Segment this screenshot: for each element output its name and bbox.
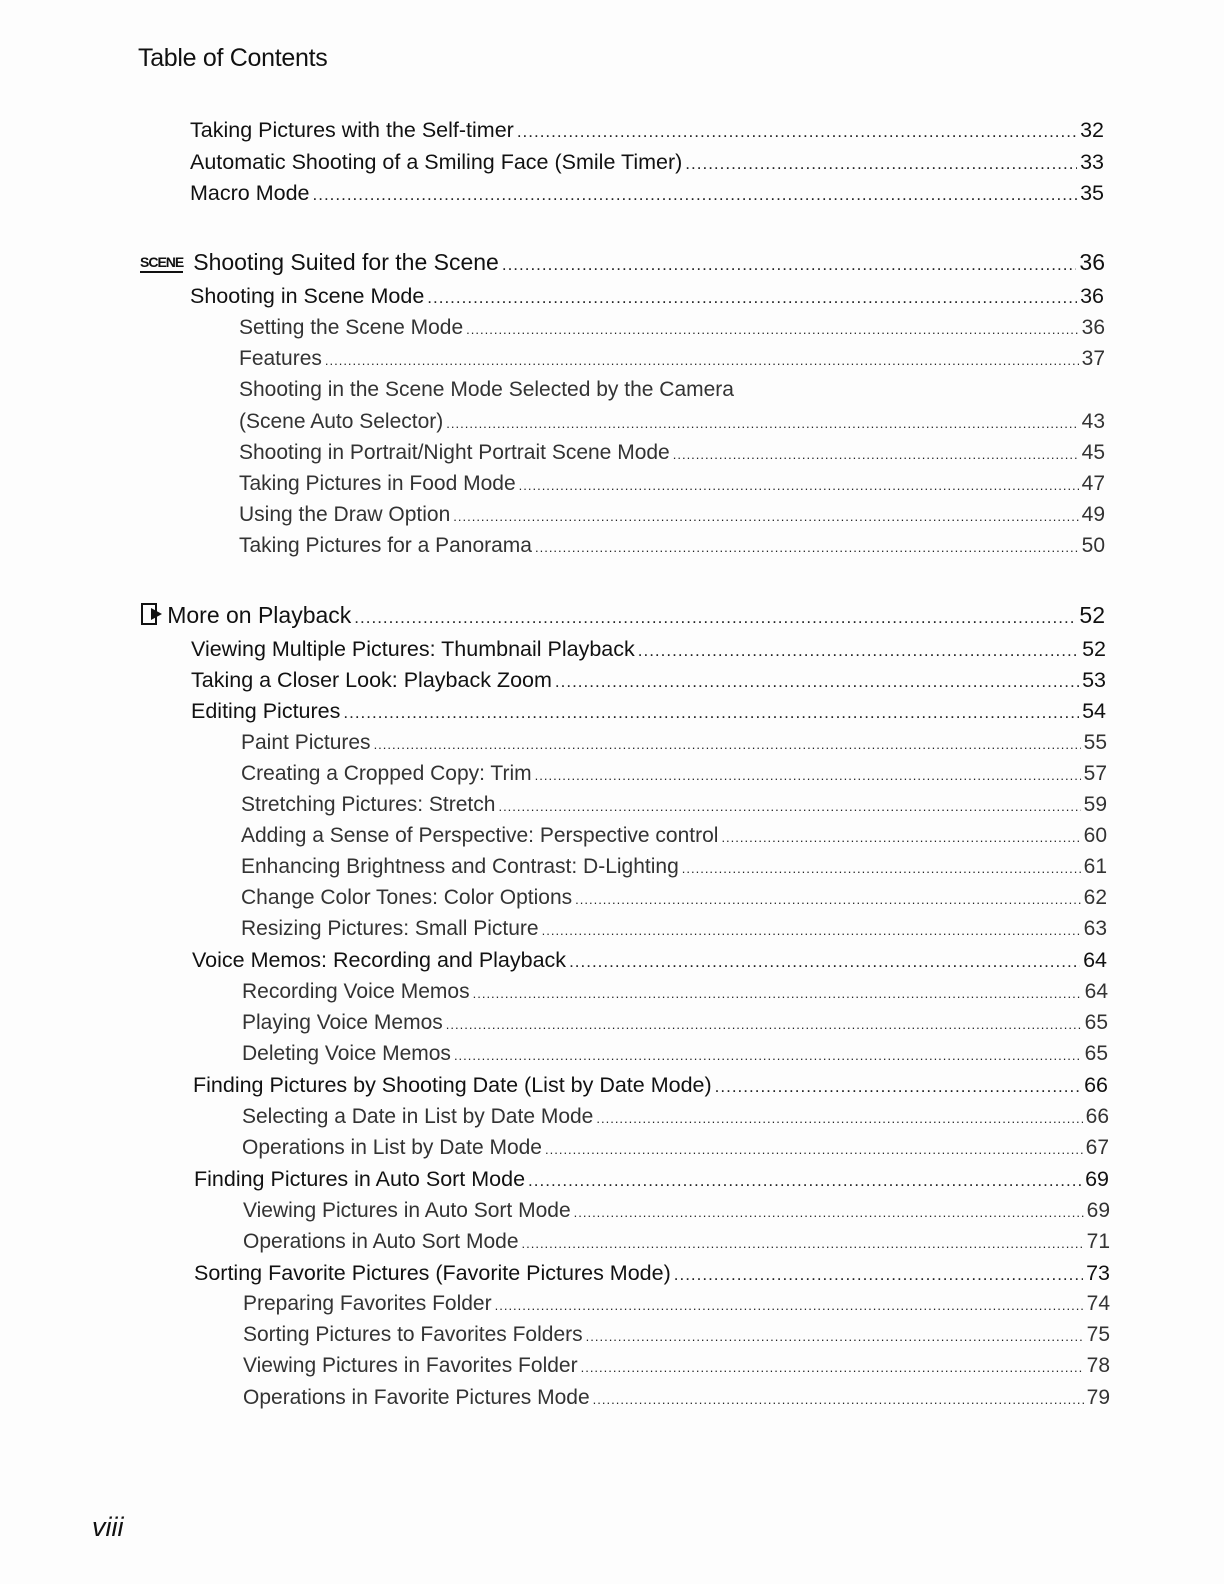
toc-subentry-title: Selecting a Date in List by Date Mode bbox=[242, 1105, 594, 1128]
toc-entry-title: Shooting in Scene Mode bbox=[190, 284, 425, 308]
toc-subentry-page: 67 bbox=[1085, 1136, 1109, 1159]
toc-subentry[interactable] bbox=[243, 1292, 1110, 1316]
toc-entry-title: Automatic Shooting of a Smiling Face (Smile Timer) bbox=[190, 150, 683, 174]
toc-entry[interactable] bbox=[194, 1167, 1109, 1192]
toc-subentry-page: 65 bbox=[1084, 1011, 1108, 1034]
toc-entry-page: 53 bbox=[1082, 668, 1106, 692]
dot-leader bbox=[498, 799, 1080, 814]
toc-subentry[interactable] bbox=[239, 347, 1105, 371]
toc-subentry[interactable] bbox=[242, 980, 1108, 1004]
toc-subentry[interactable] bbox=[241, 762, 1107, 786]
toc-subentry[interactable] bbox=[243, 1354, 1110, 1378]
toc-entry[interactable] bbox=[190, 181, 1104, 206]
toc-entry-page: 54 bbox=[1082, 699, 1106, 723]
toc-subentry-title: Setting the Scene Mode bbox=[239, 316, 464, 339]
dot-leader bbox=[586, 1329, 1084, 1344]
toc-chapter-playback[interactable] bbox=[141, 601, 1105, 629]
toc-entry-page: 32 bbox=[1080, 118, 1104, 142]
toc-subentry-title: Preparing Favorites Folder bbox=[243, 1292, 492, 1315]
toc-subentry-page: 47 bbox=[1081, 472, 1105, 495]
dot-leader bbox=[495, 1298, 1084, 1313]
toc-chapter-scene[interactable] bbox=[140, 249, 1105, 276]
toc-subentry-title: Viewing Pictures in Favorites Folder bbox=[243, 1354, 578, 1377]
toc-subentry-page: 45 bbox=[1081, 441, 1105, 464]
toc-subentry[interactable] bbox=[239, 316, 1105, 340]
toc-entry-title: Voice Memos: Recording and Playback bbox=[192, 948, 567, 972]
toc-subentry-title: Taking Pictures for a Panorama bbox=[239, 534, 532, 557]
toc-subentry-page: 60 bbox=[1083, 824, 1107, 847]
toc-subentry[interactable] bbox=[241, 793, 1107, 817]
toc-subentry-page: 37 bbox=[1081, 347, 1105, 370]
scene-icon: SCENE bbox=[140, 255, 183, 273]
toc-subentry[interactable] bbox=[242, 1136, 1109, 1160]
toc-entry-title: Macro Mode bbox=[190, 181, 310, 205]
toc-subentry[interactable] bbox=[239, 441, 1105, 465]
toc-subentry[interactable] bbox=[241, 886, 1107, 910]
toc-subentry-page: 65 bbox=[1084, 1042, 1108, 1065]
dot-leader bbox=[522, 1236, 1084, 1251]
toc-entry[interactable] bbox=[190, 284, 1104, 309]
toc-subentry[interactable] bbox=[243, 1323, 1110, 1347]
toc-subentry-page: 71 bbox=[1086, 1230, 1110, 1253]
toc-subentry-page: 79 bbox=[1086, 1386, 1110, 1409]
dot-leader bbox=[528, 1171, 1082, 1191]
toc-subentry-title: Playing Voice Memos bbox=[242, 1011, 443, 1034]
toc-subentry[interactable] bbox=[239, 410, 1105, 434]
dot-leader bbox=[674, 1265, 1083, 1285]
toc-entry-page: 52 bbox=[1082, 637, 1106, 661]
toc-entry-title: Finding Pictures by Shooting Date (List by Date Mode) bbox=[193, 1073, 712, 1097]
dot-leader bbox=[446, 416, 1078, 431]
dot-leader bbox=[454, 1048, 1082, 1063]
toc-subentry[interactable] bbox=[243, 1230, 1110, 1254]
toc-subentry-page: 55 bbox=[1083, 731, 1107, 754]
toc-subentry-title: (Scene Auto Selector) bbox=[239, 410, 444, 433]
toc-entry-title: Viewing Multiple Pictures: Thumbnail Playback bbox=[191, 637, 635, 661]
dot-leader bbox=[473, 986, 1082, 1001]
toc-chapter-page: 36 bbox=[1079, 249, 1105, 275]
toc-subentry[interactable] bbox=[239, 503, 1105, 527]
dot-leader bbox=[638, 641, 1079, 661]
toc-entry-title: Sorting Favorite Pictures (Favorite Pictures Mode) bbox=[194, 1261, 671, 1285]
dot-leader bbox=[427, 288, 1077, 308]
dot-leader bbox=[673, 447, 1079, 462]
toc-subentry-page: 64 bbox=[1084, 980, 1108, 1003]
toc-entry[interactable] bbox=[190, 118, 1104, 143]
toc-subentry-title-line1[interactable]: Shooting in the Scene Mode Selected by the Camera bbox=[239, 378, 734, 401]
dot-leader bbox=[466, 322, 1078, 337]
toc-subentry[interactable] bbox=[243, 1199, 1110, 1223]
toc-subentry-title: Features bbox=[239, 347, 322, 370]
toc-subentry-title: Sorting Pictures to Favorites Folders bbox=[243, 1323, 583, 1346]
toc-subentry-page: 59 bbox=[1083, 793, 1107, 816]
toc-chapter-page: 52 bbox=[1079, 602, 1105, 628]
toc-subentry[interactable] bbox=[239, 534, 1105, 558]
toc-subentry-page: 75 bbox=[1086, 1323, 1110, 1346]
toc-entry[interactable] bbox=[191, 637, 1106, 662]
toc-subentry-title: Change Color Tones: Color Options bbox=[241, 886, 573, 909]
toc-subentry-title: Resizing Pictures: Small Picture bbox=[241, 917, 539, 940]
toc-entry-page: 33 bbox=[1080, 150, 1104, 174]
toc-subentry-page: 62 bbox=[1083, 886, 1107, 909]
dot-leader bbox=[682, 861, 1081, 876]
page-number: viii bbox=[92, 1512, 124, 1542]
dot-leader bbox=[593, 1392, 1084, 1407]
dot-leader bbox=[721, 830, 1080, 845]
dot-leader bbox=[535, 540, 1079, 555]
toc-subentry[interactable] bbox=[241, 855, 1107, 879]
dot-leader bbox=[715, 1077, 1081, 1097]
dot-leader bbox=[453, 509, 1078, 524]
toc-entry[interactable] bbox=[191, 668, 1106, 693]
toc-entry[interactable] bbox=[193, 1073, 1108, 1098]
dot-leader bbox=[581, 1360, 1084, 1375]
toc-subentry-title: Recording Voice Memos bbox=[242, 980, 470, 1003]
toc-subentry-title: Paint Pictures bbox=[241, 731, 371, 754]
toc-chapter-title: More on Playback bbox=[167, 602, 352, 628]
toc-subentry[interactable] bbox=[242, 1105, 1109, 1129]
toc-entry-title: Taking a Closer Look: Playback Zoom bbox=[191, 668, 552, 692]
toc-subentry[interactable] bbox=[243, 1386, 1110, 1410]
page-header-title: Table of Contents bbox=[138, 44, 328, 72]
dot-leader bbox=[374, 737, 1081, 752]
toc-chapter-title: Shooting Suited for the Scene bbox=[193, 249, 499, 275]
dot-leader bbox=[517, 122, 1077, 142]
toc-subentry-page: 66 bbox=[1085, 1105, 1109, 1128]
toc-subentry-title: Using the Draw Option bbox=[239, 503, 451, 526]
toc-entry-page: 35 bbox=[1080, 181, 1104, 205]
dot-leader bbox=[446, 1017, 1082, 1032]
toc-entry-title: Taking Pictures with the Self-timer bbox=[190, 118, 514, 142]
toc-subentry-page: 61 bbox=[1083, 855, 1107, 878]
dot-leader bbox=[569, 952, 1080, 972]
toc-entry-title: Editing Pictures bbox=[191, 699, 341, 723]
toc-subentry[interactable] bbox=[241, 917, 1107, 941]
dot-leader bbox=[542, 923, 1081, 938]
dot-leader bbox=[502, 255, 1077, 275]
dot-leader bbox=[574, 1205, 1084, 1220]
toc-subentry-page: 63 bbox=[1083, 917, 1107, 940]
toc-subentry-page: 57 bbox=[1083, 762, 1107, 785]
toc-subentry-title: Stretching Pictures: Stretch bbox=[241, 793, 496, 816]
toc-subentry-title: Taking Pictures in Food Mode bbox=[239, 472, 516, 495]
toc-subentry-title: Adding a Sense of Perspective: Perspective control bbox=[241, 824, 719, 847]
dot-leader bbox=[535, 768, 1081, 783]
dot-leader bbox=[313, 185, 1078, 205]
toc-subentry-page: 43 bbox=[1081, 410, 1105, 433]
toc-entry-page: 36 bbox=[1080, 284, 1104, 308]
dot-leader bbox=[555, 672, 1079, 692]
toc-entry-page: 66 bbox=[1084, 1073, 1108, 1097]
dot-leader bbox=[575, 892, 1081, 907]
toc-entry[interactable] bbox=[190, 150, 1104, 175]
toc-subentry-title: Enhancing Brightness and Contrast: D-Lighting bbox=[241, 855, 679, 878]
dot-leader bbox=[685, 154, 1077, 174]
toc-entry-page: 64 bbox=[1083, 948, 1107, 972]
toc-entry[interactable] bbox=[192, 948, 1107, 973]
toc-subentry-page: 50 bbox=[1081, 534, 1105, 557]
dot-leader bbox=[596, 1111, 1082, 1126]
playback-icon bbox=[141, 603, 157, 625]
toc-subentry-page: 74 bbox=[1086, 1292, 1110, 1315]
toc-entry[interactable] bbox=[194, 1261, 1110, 1286]
toc-subentry[interactable] bbox=[241, 824, 1107, 848]
toc-subentry[interactable] bbox=[242, 1011, 1108, 1035]
dot-leader bbox=[354, 608, 1076, 628]
toc-subentry-title: Operations in List by Date Mode bbox=[242, 1136, 542, 1159]
toc-subentry-title: Shooting in Portrait/Night Portrait Scene Mode bbox=[239, 441, 670, 464]
dot-leader bbox=[325, 353, 1079, 368]
dot-leader bbox=[519, 478, 1079, 493]
toc-subentry-title: Deleting Voice Memos bbox=[242, 1042, 451, 1065]
toc-subentry[interactable] bbox=[239, 472, 1105, 496]
toc-entry-page: 69 bbox=[1085, 1167, 1109, 1191]
toc-subentry-page: 36 bbox=[1081, 316, 1105, 339]
toc-subentry-title: Creating a Cropped Copy: Trim bbox=[241, 762, 532, 785]
toc-entry-page: 73 bbox=[1086, 1261, 1110, 1285]
dot-leader bbox=[545, 1142, 1083, 1157]
toc-subentry[interactable] bbox=[241, 731, 1107, 755]
toc-subentry-title: Operations in Favorite Pictures Mode bbox=[243, 1386, 590, 1409]
toc-entry[interactable] bbox=[191, 699, 1106, 724]
toc-entry-title: Finding Pictures in Auto Sort Mode bbox=[194, 1167, 526, 1191]
toc-subentry-page: 69 bbox=[1086, 1199, 1110, 1222]
toc-subentry-page: 49 bbox=[1081, 503, 1105, 526]
toc-subentry-title: Viewing Pictures in Auto Sort Mode bbox=[243, 1199, 571, 1222]
toc-subentry-title: Operations in Auto Sort Mode bbox=[243, 1230, 519, 1253]
toc-subentry[interactable] bbox=[242, 1042, 1108, 1066]
dot-leader bbox=[343, 703, 1079, 723]
toc-subentry-page: 78 bbox=[1086, 1354, 1110, 1377]
